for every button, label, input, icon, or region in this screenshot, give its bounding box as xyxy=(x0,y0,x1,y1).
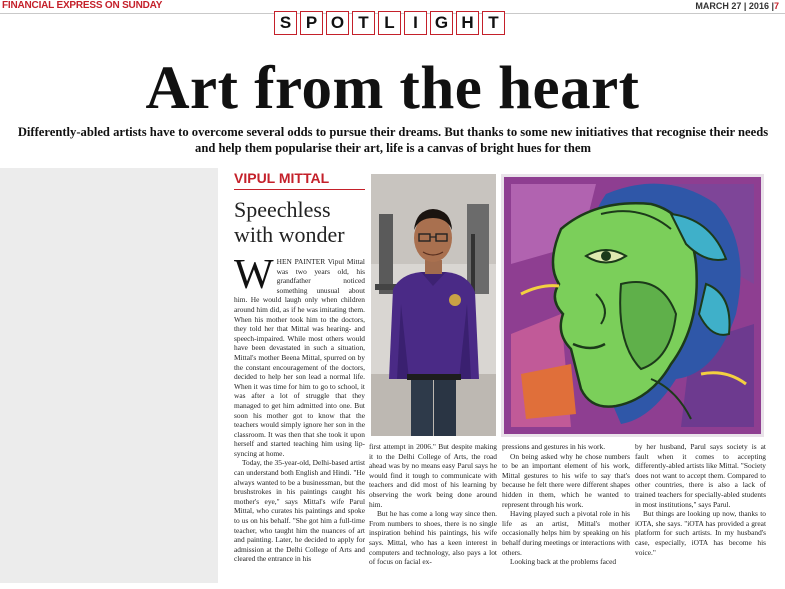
issue-date-text: MARCH 27 | 2016 | xyxy=(695,1,774,11)
deck-intro: Differently-abled artists have to overcome several odds to pursue their dreams. But thanks to some new initiatives that recognise their needs and help them popularise their art, life is a canvas of bright hues for them xyxy=(17,125,769,155)
blank-ad-space xyxy=(0,168,218,583)
issue-date xyxy=(695,1,779,11)
article-column-4 xyxy=(635,442,766,557)
paragraph xyxy=(234,252,365,458)
section-letter: P xyxy=(300,11,323,35)
section-letter: L xyxy=(378,11,401,35)
section-letter: T xyxy=(352,11,375,35)
portrait-image xyxy=(371,174,496,436)
article-column-3 xyxy=(502,442,630,567)
byline-artist-name: VIPUL MITTAL xyxy=(234,170,365,190)
paragraph: But he has come a long way since then. From numbers to shoes, there is no single inspiration behind his paintings, his wife says. Mittal, who has a keen interest in computers and technology, also pays a lot of focus on facial ex- xyxy=(369,509,497,567)
section-letter: H xyxy=(456,11,479,35)
section-letter: T xyxy=(482,11,505,35)
paragraph: Looking back at the problems faced xyxy=(510,557,617,567)
paragraph: pressions and gestures in his work. xyxy=(502,442,606,451)
painting-image xyxy=(501,174,764,437)
paragraph: On being asked why he chose numbers to be an important element of his work, Mittal gestures to his wife to say that's because he felt there were different shapes hidden in them, which he wanted to represent through his work. xyxy=(502,451,630,509)
paragraph-text: HEN PAINTER Vipul Mittal was two years old, his grandfather noticed something unusual about him. He would laugh only when children around him did, as if he was imitating them. When his mother took him to the doctors, they told her that Mittal was hearing- and speech-impaired. While most others would have been devastated in such a situation, Mittal's mother Beena Mittal, spurred on by the constant encouragement of the doctors, decided to help her son lead a normal life. When it was time for him to go to school, it was after a lot of struggle that they managed to get him admitted into one. But soon his mother got to know that the teachers would simply ignore her son in the classroom. It was then that she took it upon herself and started teaching him using lip-syncing at home. xyxy=(234,257,365,458)
drop-cap: W xyxy=(234,252,274,298)
section-letter: S xyxy=(274,11,297,35)
paragraph: But things are looking up now, thanks to iOTA, she says. "iOTA has provided a great platform for such artists. In my husband's case, especially, iOTA has become his voice." xyxy=(635,509,766,557)
section-letter: G xyxy=(430,11,453,35)
artwork-painting xyxy=(501,174,764,437)
paragraph: Today, the 35-year-old, Delhi-based artist can understand both English and Hindi. "He always wanted to be a businessman, but the brushstrokes in his paintings caught his mother's eye," says Mittal's wife Parul Mittal, who curates his paintings and spoke to us on his behalf. "She got him a full-time teacher, who taught him the nuances of art and painting. Later, he decided to apply for admission at the Delhi College of Arts and cleared the entrance in his xyxy=(234,458,365,564)
section-letter: O xyxy=(326,11,349,35)
artist-portrait-photo xyxy=(371,174,496,436)
page-number: 7 xyxy=(773,1,779,11)
paragraph: Having played such a pivotal role in his life as an artist, Mittal's mother occasionally helps him by speaking on his behalf during meetings or interactions with others. xyxy=(502,509,630,557)
paragraph: first attempt in 2006." But despite making it to the Delhi College of Arts, the road ahead was by no means easy Parul says he would find it tough to communicate with teachers and did most of his learning by observing the work being done around him. xyxy=(369,442,497,509)
article-column-1 xyxy=(234,252,365,564)
paragraph: by her husband, Parul says society is at fault when it comes to accepting differently-abled artists like Mittal. "Society does not want to accept them. Compared to other countries, there is also a lack of trained teachers for specially-abled students in most institutions," says Parul. xyxy=(635,442,766,509)
section-label-spotlight xyxy=(274,11,508,35)
article-column-2 xyxy=(369,442,497,567)
paper-name: FINANCIAL EXPRESS ON SUNDAY xyxy=(2,0,163,11)
story-subhead: Speechless with wonder xyxy=(234,197,345,247)
section-letter: I xyxy=(404,11,427,35)
headline: Art from the heart xyxy=(145,55,640,122)
